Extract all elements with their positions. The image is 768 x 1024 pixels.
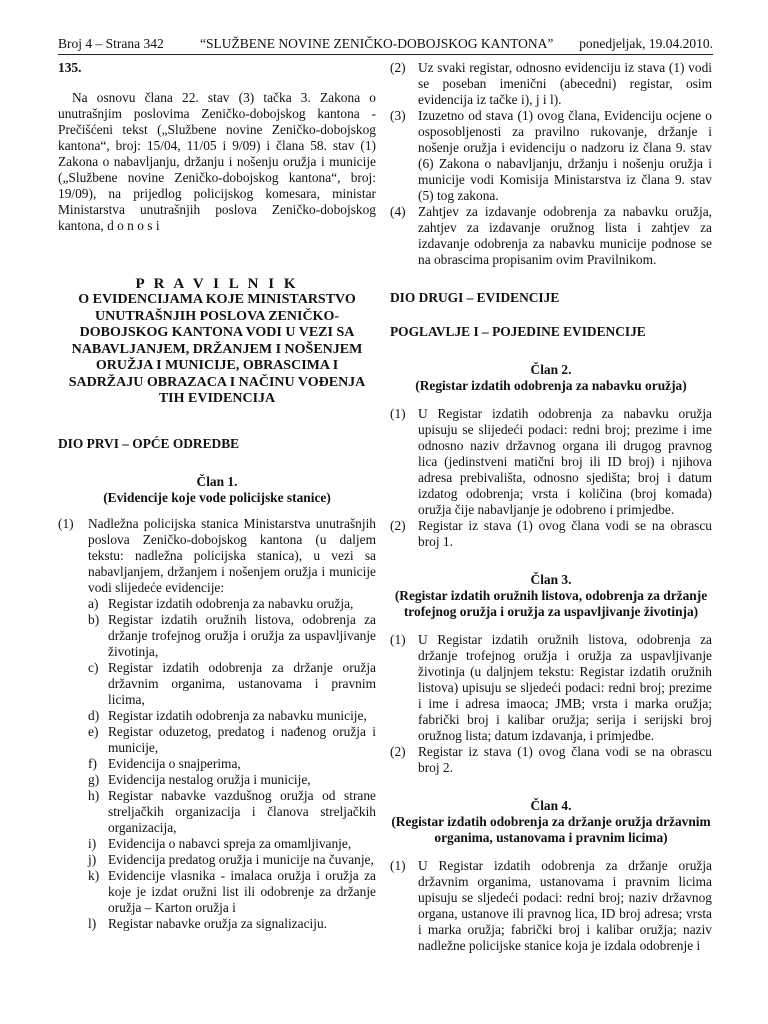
list-text: Registar izdatih oružnih listova, odobrenja za držanje trofejnog oružja i oružja za uspavljivanje životinja, xyxy=(108,611,376,659)
paragraph-text: U Registar izdatih odobrenja za nabavku oružja upisuju se slijedeći podaci: redni broj; prezime i ime odnosno naziv državnog organa ili drugog pravnog lica (jedinstveni matični broj ili ID broj) i njihova adresa prebivališta, odnosno sjedišta; broj i datum izdatog odobrenja; vrsta i količina (broj komada) oružja čije nabavljanje je odobreno i primjedbe. xyxy=(418,406,712,517)
list-text: Registar izdatih odobrenja za nabavku municije, xyxy=(108,707,367,723)
issue-page-number: Broj 4 – Strana 342 xyxy=(58,36,164,51)
paragraph-item xyxy=(390,406,712,518)
chapter-heading: POGLAVLJE I – POJEDINE EVIDENCIJE xyxy=(390,324,646,339)
list-marker: b) xyxy=(88,611,100,627)
list-item xyxy=(88,660,376,708)
list-item xyxy=(88,756,376,772)
paragraph-item xyxy=(58,516,376,932)
preamble: Na osnovu člana 22. stav (3) tačka 3. Zakona o unutrašnjim poslovima Zeničko-dobojskog kantona - Prečišćeni tekst („Službene novine Zeničko-dobojskog kantona“, broj: 15/04, 11/05 i 9/09) i člana 58. stav (1) Zakona o nabavljanju, držanju i nošenju oružja i municije („Službene novine Zeničko-dobojskog kantona“, broj: 19/09), na prijedlog policijskog komesara, ministar Ministarstva unutrašnjih poslova Zeničko-dobojskog kantona, d o n o s i xyxy=(58,90,376,233)
act-number: 135. xyxy=(58,60,82,75)
list-item xyxy=(88,708,376,724)
list-item xyxy=(88,788,376,836)
article-subtitle: (Registar izdatih odobrenja za nabavku oružja) xyxy=(415,378,687,393)
evidence-list xyxy=(88,596,376,932)
paragraph-text: Izuzetno od stava (1) ovog člana, Evidenciju ocjene o osposobljenosti za pravilno rukovanje, držanje i nošenje oružja i evidenciju o nadzoru iz člana 9. stav (6) Zakona o nabavljanju, držanju i nošenju oružja i municije vodi Komisija Ministarstva iz člana 9. stav (5) tog zakona. xyxy=(418,108,712,203)
list-marker: c) xyxy=(88,659,99,675)
paragraph-item xyxy=(390,60,712,108)
paragraph-text: Registar iz stava (1) ovog člana vodi se na obrascu broj 1. xyxy=(418,518,712,549)
list-text: Registar oduzetog, predatog i nađenog oružja i municije, xyxy=(108,723,376,755)
article-title: Član 4. xyxy=(530,798,572,813)
page-header xyxy=(58,36,713,55)
paragraph-text: Uz svaki registar, odnosno evidenciju iz stava (1) vodi se poseban imenični (abecedni) registar, osim evidencija iz tačke i), j i l). xyxy=(418,60,712,107)
list-item xyxy=(88,916,376,932)
article-3-paragraphs xyxy=(390,632,712,776)
issue-date: ponedjeljak, 19.04.2010. xyxy=(579,36,713,51)
article-1-continued xyxy=(390,60,712,268)
paragraph-item xyxy=(390,632,712,744)
right-column xyxy=(390,60,712,954)
pravilnik-subtitle: O EVIDENCIJAMA KOJE MINISTARSTVO UNUTRAŠNJIH POSLOVA ZENIČKO-DOBOJSKOG KANTONA VODI U VEZI SA NABAVLJANJEM, DRŽANJEM I NOŠENJEM ORUŽJA I MUNICIJE, OBRASCIMA I SADRŽAJU OBRAZACA I NAČINU VOĐENJA TIH EVIDENCIJA xyxy=(68,292,366,406)
section-heading: DIO PRVI – OPĆE ODREDBE xyxy=(58,435,240,451)
document-title xyxy=(58,276,376,408)
paragraph-text: U Registar izdatih odobrenja za držanje oružja državnim organima, ustanovama i pravnim licima upisuju se sljedeći podaci: redni broj; naziv državnog organa, ustanove ili pravnog lica, ID broj adresa; vrsta i marka oružja; fabrički broj i kalibar oružja; naziv nadležne policijske stanice koja je izdala odobrenje i xyxy=(418,858,712,953)
article-subtitle: (Registar izdatih odobrenja za držanje oružja državnim organima, ustanovama i pravnim licima) xyxy=(391,814,711,845)
list-text: Registar nabavke vazdušnog oružja od strane streljačkih organizacija i članova streljačkih organizacija, xyxy=(108,787,376,835)
paragraph-text: Registar iz stava (1) ovog člana vodi se na obrascu broj 2. xyxy=(418,744,712,775)
paragraph-item xyxy=(390,518,712,550)
list-item xyxy=(88,852,376,868)
article-subtitle: (Evidencije koje vode policijske stanice) xyxy=(103,489,331,505)
article-title: Član 3. xyxy=(530,572,572,587)
article-title: Član 2. xyxy=(530,362,572,377)
paragraph-marker: (1) xyxy=(390,406,406,421)
paragraph-text: U Registar izdatih oružnih listova, odobrenja za držanje trofejnog oružja i oružja za uspavljivanje životinja (u daljnjem tekstu: Registar izdatih oružnih listova) upisuju se sljedeći podaci: redni broj; prezime i ime i adresa imaoca; JMB; vrsta i marka oružja; fabrički broj i kalibar oružja; serija i serijski broj oružnog lista; datum izdavanja, i primjedbe. xyxy=(418,632,712,743)
paragraph-item xyxy=(390,744,712,776)
list-marker: j) xyxy=(88,851,97,867)
list-text: Evidencija o nabavci spreja za omamljivanje, xyxy=(108,835,352,851)
paragraph-marker: (2) xyxy=(390,60,406,75)
gazette-title: “SLUŽBENE NOVINE ZENIČKO-DOBOJSKOG KANTONA” xyxy=(200,36,554,51)
article-2-paragraphs xyxy=(390,406,712,550)
list-item xyxy=(88,836,376,852)
list-text: Evidencije vlasnika - imalaca oružja i oružja za koje je izdat oružni list ili odobrenje za držanje oružja – Karton oružja i xyxy=(108,867,376,915)
paragraph-item xyxy=(390,204,712,268)
list-marker: h) xyxy=(88,787,100,803)
list-item xyxy=(88,868,376,916)
list-marker: f) xyxy=(88,755,97,771)
list-marker: i) xyxy=(88,835,97,851)
paragraph-text: Zahtjev za izdavanje odobrenja za nabavku oružja, zahtjev za izdavanje oružnog lista i zahtjev za izdavanje odobrenja za nabavku municije podnose se na obrascima propisanim ovim Pravilnikom. xyxy=(418,204,712,267)
paragraph-body xyxy=(88,516,376,932)
paragraph-item xyxy=(390,858,712,954)
article-title: Član 1. xyxy=(196,473,238,489)
paragraph-marker: (1) xyxy=(58,515,74,531)
paragraph-marker: (2) xyxy=(390,518,406,533)
list-item xyxy=(88,724,376,756)
list-marker: a) xyxy=(88,595,99,611)
list-text: Registar izdatih odobrenja za držanje oružja državnim organima, ustanovama i pravnim licima, xyxy=(108,659,376,707)
list-marker: e) xyxy=(88,723,99,739)
article-subtitle: (Registar izdatih oružnih listova, odobrenja za držanje trofejnog oružja i oružja za uspavljivanje životinja) xyxy=(394,588,708,619)
section-heading: DIO DRUGI – EVIDENCIJE xyxy=(390,290,560,305)
paragraph-marker: (2) xyxy=(390,744,406,759)
paragraph-marker: (4) xyxy=(390,204,406,219)
list-text: Registar izdatih odobrenja za nabavku oružja, xyxy=(108,595,354,611)
list-text: Evidencija predatog oružja i municije na čuvanje, xyxy=(108,851,374,867)
list-text: Evidencija o snajperima, xyxy=(108,755,241,771)
paragraph-marker: (1) xyxy=(390,632,406,647)
paragraph-text: Nadležna policijska stanica Ministarstva unutrašnjih poslova Zeničko-dobojskog kantona (u daljem tekstu: nadležna policijska stanica), u vezi sa nabavljanjem, držanjem i nošenjem oružja i municije vodi slijedeće evidencije: xyxy=(88,515,376,595)
list-marker: l) xyxy=(88,915,97,931)
list-item xyxy=(88,612,376,660)
article-4-paragraphs xyxy=(390,858,712,954)
pravilnik-heading: P R A V I L N I K xyxy=(135,276,299,292)
left-column xyxy=(58,60,376,932)
list-item xyxy=(88,596,376,612)
list-marker: d) xyxy=(88,707,100,723)
list-item xyxy=(88,772,376,788)
list-marker: k) xyxy=(88,867,100,883)
paragraph-item xyxy=(390,108,712,204)
list-text: Registar nabavke oružja za signalizaciju. xyxy=(108,915,327,931)
list-marker: g) xyxy=(88,771,100,787)
list-text: Evidencija nestalog oružja i municije, xyxy=(108,771,311,787)
paragraph-marker: (1) xyxy=(390,858,406,873)
paragraph-marker: (3) xyxy=(390,108,406,123)
